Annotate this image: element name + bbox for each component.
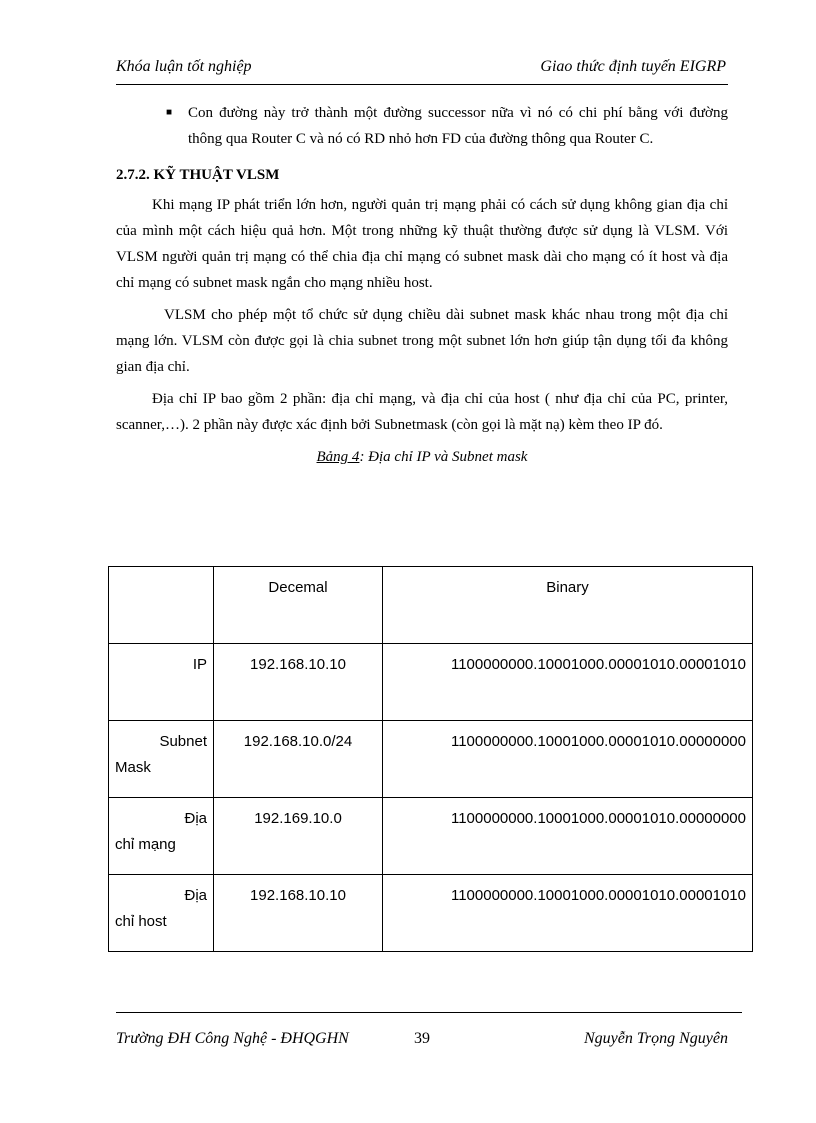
- bullet-item: [116, 100, 728, 152]
- table-caption-label: Bảng 4: [316, 449, 360, 465]
- table-caption: [116, 444, 728, 470]
- table-header-row: [109, 567, 753, 644]
- table-header-binary: Binary: [383, 567, 753, 644]
- header-right-title: Giao thức định tuyến EIGRP: [540, 58, 726, 75]
- footer-school: Trường ĐH Công Nghệ - ĐHQGHN: [116, 1030, 349, 1047]
- row-decimal: 192.168.10.10: [214, 875, 383, 952]
- row-label: IP: [109, 644, 214, 721]
- ip-subnet-table: [108, 566, 753, 952]
- row-binary: 1100000000.10001000.00001010.00001010: [383, 644, 753, 721]
- paragraph-3: Địa chỉ IP bao gồm 2 phần: địa chỉ mạng, và địa chỉ của host ( như địa chỉ của PC, printer, scanner,…). 2 phần này được xác định bởi Subnetmask (còn gọi là mặt nạ) kèm theo IP đó.: [116, 391, 728, 433]
- row-binary: 1100000000.10001000.00001010.00000000: [383, 721, 753, 798]
- footer-author: Nguyễn Trọng Nguyên: [584, 1030, 728, 1047]
- row-label: [109, 875, 214, 952]
- table-row: [109, 875, 753, 952]
- row-label: [109, 721, 214, 798]
- page-number: 39: [414, 1030, 430, 1047]
- table-header-decimal: Decemal: [214, 567, 383, 644]
- page-header: [116, 56, 728, 85]
- section-heading: 2.7.2. KỸ THUẬT VLSM: [116, 167, 280, 183]
- row-label-line-2: chỉ host: [115, 913, 167, 930]
- row-binary: 1100000000.10001000.00001010.00001010: [383, 875, 753, 952]
- row-decimal: 192.168.10.10: [214, 644, 383, 721]
- row-label-line-1: Subnet: [159, 733, 207, 750]
- table-header-empty: [109, 567, 214, 644]
- row-binary: 1100000000.10001000.00001010.00000000: [383, 798, 753, 875]
- row-decimal: 192.169.10.0: [214, 798, 383, 875]
- row-label: [109, 798, 214, 875]
- row-label-line-2: Mask: [115, 759, 151, 776]
- table-row: [109, 721, 753, 798]
- footer-divider: [116, 1012, 742, 1013]
- main-content: [116, 100, 728, 470]
- paragraph-1: Khi mạng IP phát triển lớn hơn, người quản trị mạng phải có cách sử dụng không gian địa chỉ của mình một cách hiệu quả hơn. Một trong những kỹ thuật thường được sử dụng là VLSM. Với VLSM người quản trị mạng có thể chia địa chỉ mạng có subnet mask dài cho mạng có ít host và địa chỉ mạng có subnet mask ngắn cho mạng nhiều host.: [116, 197, 728, 291]
- paragraph-2: VLSM cho phép một tổ chức sử dụng chiều dài subnet mask khác nhau trong một địa chỉ mạng lớn. VLSM còn được gọi là chia subnet trong một subnet lớn hơn giúp tận dụng tối đa không gian địa chỉ.: [116, 307, 728, 375]
- table-row: [109, 798, 753, 875]
- square-bullet-icon: ■: [166, 107, 173, 118]
- row-label-line-2: chỉ mạng: [115, 836, 176, 853]
- table-caption-text: : Địa chỉ IP và Subnet mask: [359, 449, 528, 465]
- row-label-line-1: Địa: [184, 887, 207, 904]
- header-left-title: Khóa luận tốt nghiệp: [116, 58, 252, 75]
- bullet-text: Con đường này trở thành một đường successor nữa vì nó có chi phí bằng với đường thông qua Router C và nó có RD nhỏ hơn FD của đường thông qua Router C.: [188, 105, 728, 147]
- table-row: [109, 644, 753, 721]
- row-decimal: 192.168.10.0/24: [214, 721, 383, 798]
- row-label-line-1: Địa: [184, 810, 207, 827]
